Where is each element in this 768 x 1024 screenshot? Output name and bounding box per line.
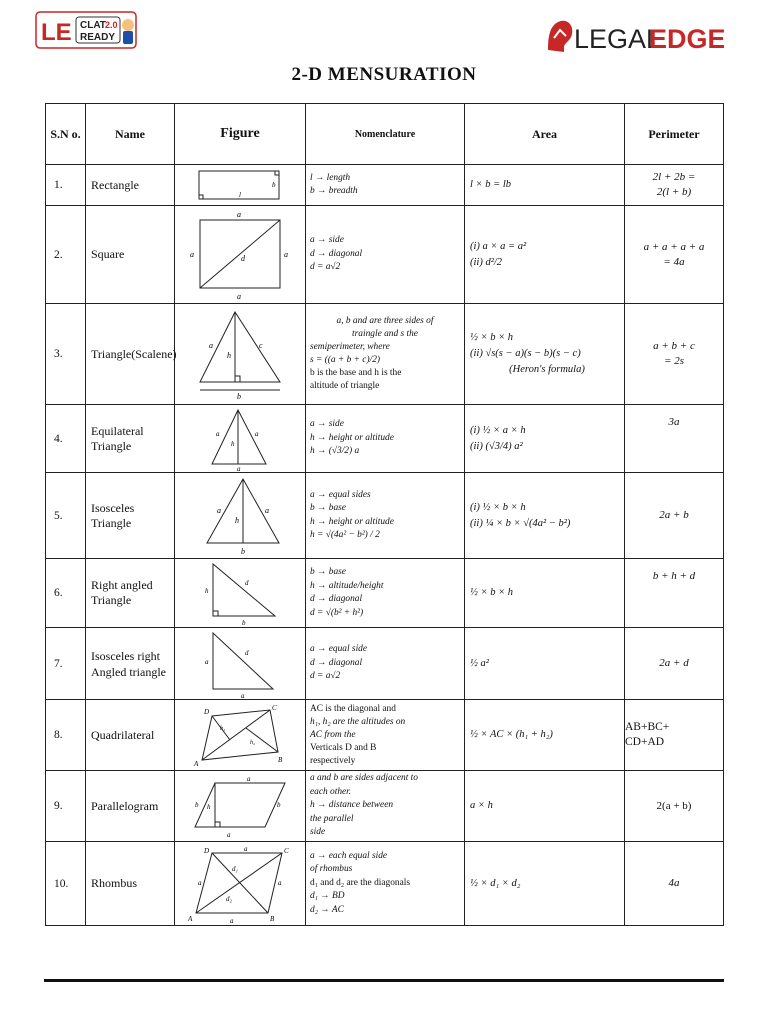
row-name: Rectangle: [86, 165, 175, 206]
row-name: Triangle(Scalene): [86, 304, 175, 405]
svg-text:a: a: [237, 464, 241, 472]
row-nomenclature: l → length b → breadth: [306, 165, 465, 206]
row-sn: 9.: [46, 771, 86, 842]
row-sn: 10.: [46, 842, 86, 926]
row-sn: 4.: [46, 405, 86, 473]
svg-text:a: a: [205, 657, 209, 666]
svg-text:h: h: [227, 351, 231, 360]
svg-text:a: a: [198, 878, 202, 887]
svg-text:h₁: h₁: [220, 726, 226, 732]
row-name: Equilateral Triangle: [86, 405, 175, 473]
row-perimeter: 3a: [625, 405, 724, 473]
clat-ready-logo: [34, 10, 140, 50]
isosceles-triangle-figure: [175, 473, 306, 559]
svg-text:h: h: [205, 587, 209, 595]
svg-text:b: b: [195, 801, 199, 809]
row-name: Isosceles right Angled triangle: [86, 628, 175, 700]
svg-text:d: d: [241, 253, 245, 263]
isosceles-right-triangle-figure: [175, 628, 306, 700]
svg-text:2.0: 2.0: [105, 20, 118, 30]
table-row: [46, 206, 724, 304]
footer-divider: [44, 979, 724, 982]
col-header-nomenclature: Nomenclature: [306, 104, 465, 165]
row-perimeter: a + a + a + a = 4a: [625, 206, 724, 304]
row-sn: 6.: [46, 559, 86, 628]
svg-text:a: a: [227, 831, 231, 839]
row-area: l × b = lb: [465, 165, 625, 206]
row-perimeter: b + h + d: [625, 559, 724, 628]
svg-text:a: a: [217, 505, 221, 515]
svg-text:b: b: [277, 801, 281, 809]
row-nomenclature: a and b are sides adjacent to each other. h → distance between the parallel side: [306, 771, 465, 842]
row-nomenclature: a → equal side d → diagonal d = a√2: [306, 628, 465, 700]
rectangle-figure: [175, 165, 306, 206]
row-area: ½ × d₁ × d₂: [465, 842, 625, 926]
svg-text:B: B: [270, 914, 275, 923]
row-area: ½ × b × h (ii) √s(s − a)(s − b)(s − c) (Heron's formula): [465, 304, 625, 405]
svg-text:a: a: [190, 249, 194, 259]
svg-text:a: a: [247, 775, 251, 783]
svg-text:h: h: [231, 439, 235, 448]
row-sn: 3.: [46, 304, 86, 405]
row-perimeter: 2a + d: [625, 628, 724, 700]
svg-text:a: a: [230, 916, 234, 925]
row-sn: 7.: [46, 628, 86, 700]
svg-text:d₂: d₂: [226, 894, 232, 903]
equilateral-triangle-figure: [175, 405, 306, 473]
svg-text:h: h: [235, 515, 239, 525]
svg-text:h₂: h₂: [250, 740, 256, 746]
row-nomenclature: b → base h → altitude/height d → diagonal d = √(b² + h²): [306, 559, 465, 628]
row-area: (i) a × a = a² (ii) d²/2: [465, 206, 625, 304]
row-name: Parallelogram: [86, 771, 175, 842]
svg-text:LEGAL: LEGAL: [574, 24, 662, 54]
row-nomenclature: a → side h → height or altitude h → (√3/2) a: [306, 405, 465, 473]
svg-text:d: d: [245, 648, 249, 657]
svg-text:a: a: [278, 878, 282, 887]
svg-text:l: l: [239, 191, 241, 199]
row-perimeter: a + b + c = 2s: [625, 304, 724, 405]
svg-text:READY: READY: [80, 32, 116, 43]
svg-text:LE: LE: [41, 19, 72, 46]
row-perimeter: 2(a + b): [625, 771, 724, 842]
col-header-area: Area: [465, 104, 625, 165]
svg-text:a: a: [265, 505, 269, 515]
row-perimeter: AB+BC+ CD+AD: [625, 700, 724, 771]
row-perimeter: 4a: [625, 842, 724, 926]
svg-text:a: a: [241, 691, 245, 699]
row-area: ½ × b × h: [465, 559, 625, 628]
table-row: [46, 842, 724, 926]
svg-text:c: c: [259, 341, 263, 350]
row-nomenclature: AC is the diagonal and h₁, h₂ are the altitudes on AC from the Verticals D and B respectively: [306, 700, 465, 771]
square-figure: [175, 206, 306, 304]
svg-text:CLAT: CLAT: [80, 20, 106, 31]
col-header-perimeter: Perimeter: [625, 104, 724, 165]
svg-text:C: C: [272, 704, 277, 712]
table-row: [46, 771, 724, 842]
table-row: [46, 304, 724, 405]
row-name: Square: [86, 206, 175, 304]
row-area: (i) ½ × b × h (ii) ¼ × b × √(4a² − b²): [465, 473, 625, 559]
svg-text:b: b: [237, 392, 241, 401]
row-nomenclature: a → equal sides b → base h → height or altitude h = √(4a² − b²) / 2: [306, 473, 465, 559]
row-area: ½ a²: [465, 628, 625, 700]
svg-text:EDGE: EDGE: [649, 24, 724, 54]
svg-text:a: a: [284, 249, 288, 259]
col-header-sn: S.N o.: [46, 104, 86, 165]
row-nomenclature: a → side d → diagonal d = a√2: [306, 206, 465, 304]
table-row: [46, 700, 724, 771]
scalene-triangle-figure: [175, 304, 306, 405]
row-sn: 8.: [46, 700, 86, 771]
rhombus-figure: [175, 842, 306, 926]
row-area: a × h: [465, 771, 625, 842]
table-row: [46, 559, 724, 628]
col-header-figure: Figure: [175, 104, 306, 165]
row-name: Quadrilateral: [86, 700, 175, 771]
legaledge-logo: [544, 16, 724, 56]
right-angled-triangle-figure: [175, 559, 306, 628]
svg-text:A: A: [188, 914, 193, 923]
row-area: (i) ½ × a × h (ii) (√3/4) a²: [465, 405, 625, 473]
row-sn: 5.: [46, 473, 86, 559]
table-row: [46, 628, 724, 700]
svg-text:D: D: [204, 708, 210, 716]
svg-text:B: B: [278, 756, 283, 764]
svg-text:a: a: [237, 291, 241, 301]
svg-text:d: d: [245, 579, 249, 587]
svg-text:a: a: [237, 209, 241, 219]
svg-text:b: b: [242, 619, 246, 626]
row-name: Isosceles Triangle: [86, 473, 175, 559]
svg-text:b: b: [241, 546, 245, 556]
svg-text:a: a: [209, 341, 213, 350]
table-header-row: [46, 104, 724, 165]
svg-text:h: h: [207, 803, 211, 811]
svg-text:a: a: [244, 844, 248, 853]
svg-text:a: a: [216, 429, 220, 438]
table-row: [46, 405, 724, 473]
row-sn: 2.: [46, 206, 86, 304]
svg-text:A: A: [194, 760, 199, 768]
row-name: Right angled Triangle: [86, 559, 175, 628]
row-sn: 1.: [46, 165, 86, 206]
table-row: [46, 473, 724, 559]
parallelogram-figure: [175, 771, 306, 842]
quadrilateral-figure: [175, 700, 306, 771]
col-header-name: Name: [86, 104, 175, 165]
row-area: ½ × AC × (h₁ + h₂): [465, 700, 625, 771]
table-row: [46, 165, 724, 206]
page-title: 2-D MENSURATION: [291, 64, 477, 85]
svg-text:a: a: [255, 429, 259, 438]
svg-text:b: b: [272, 181, 276, 189]
mensuration-table: [45, 103, 724, 926]
svg-text:D: D: [204, 846, 210, 855]
row-nomenclature: a, b and are three sides of traingle and s the semiperimeter, where s = ((a + b + c)/2) b is the base and h is the altitude of triangle: [306, 304, 465, 405]
row-name: Rhombus: [86, 842, 175, 926]
svg-text:d₁: d₁: [232, 864, 238, 873]
row-perimeter: 2l + 2b = 2(l + b): [625, 165, 724, 206]
row-perimeter: 2a + b: [625, 473, 724, 559]
svg-text:C: C: [284, 846, 289, 855]
row-nomenclature: a → each equal side of rhombus d₁ and d₂ are the diagonals d₁ → BD d₂ → AC: [306, 842, 465, 926]
